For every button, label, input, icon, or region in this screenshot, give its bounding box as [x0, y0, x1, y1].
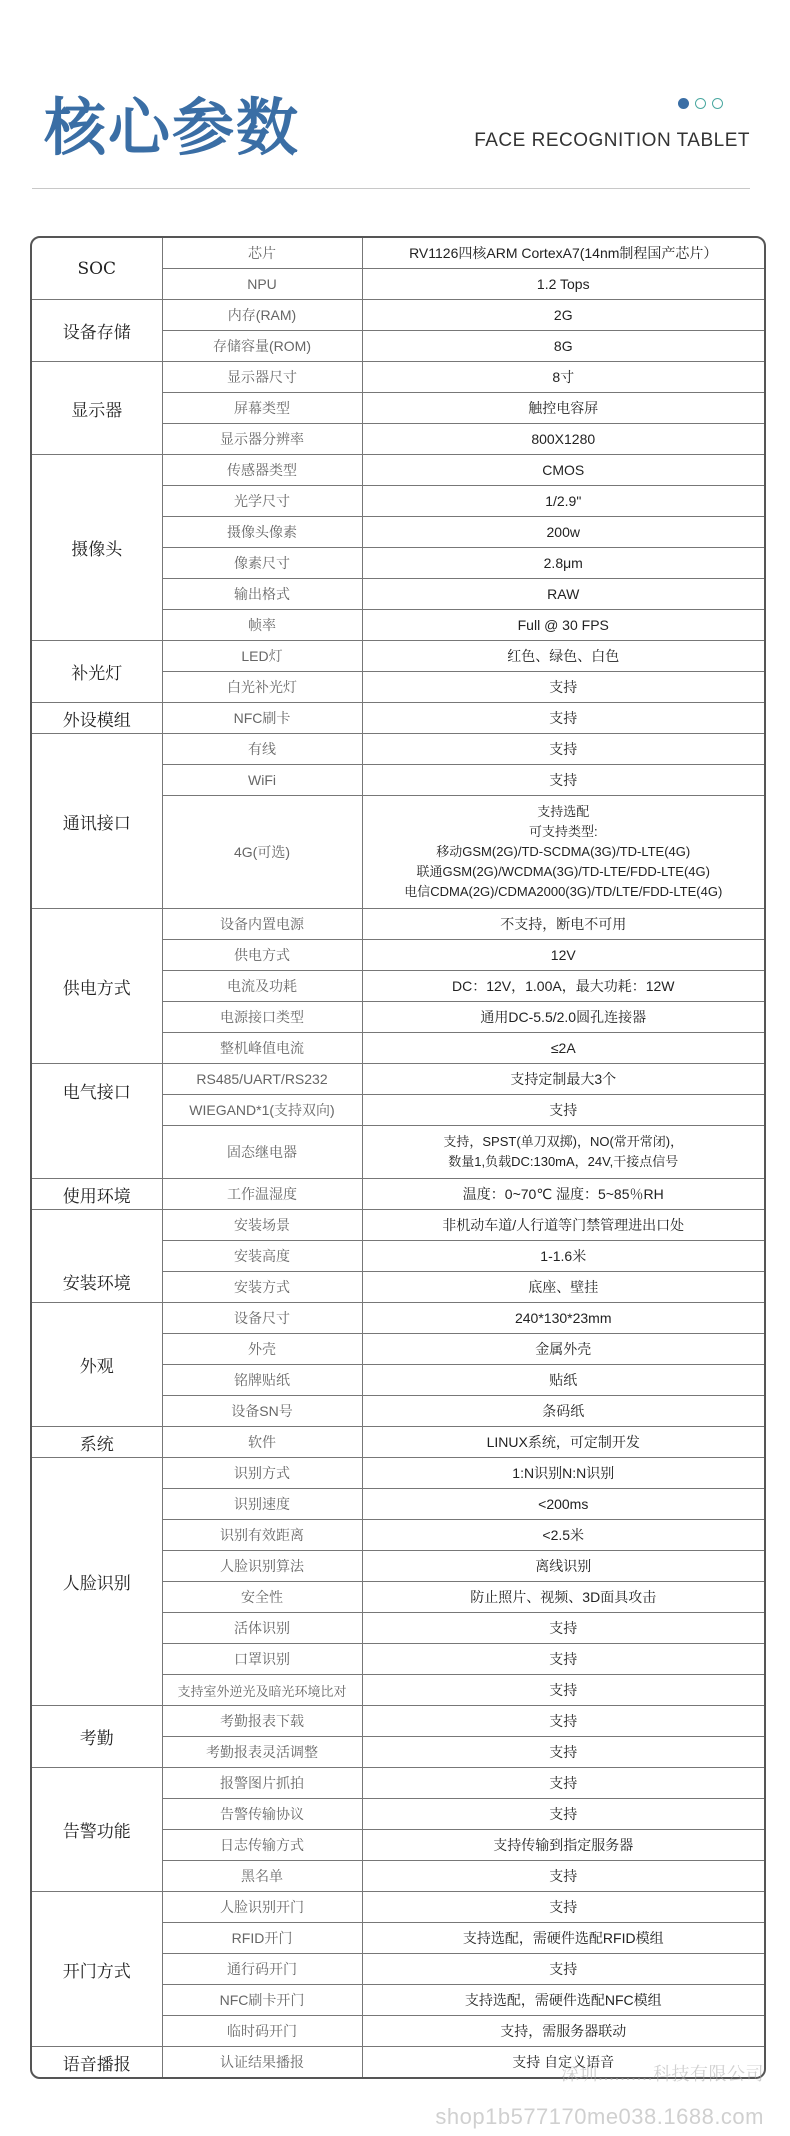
category-comm: 通讯接口	[32, 734, 162, 909]
spec-name: 工作温湿度	[162, 1179, 362, 1210]
spec-name: 输出格式	[162, 579, 362, 610]
spec-value-line: 支持，SPST(单刀双掷)，NO(常开常闭)，	[443, 1134, 684, 1149]
category-appearance: 外观	[32, 1303, 162, 1427]
spec-value: 200w	[362, 517, 764, 548]
spec-value: Full @ 30 FPS	[362, 610, 764, 641]
spec-name: 告警传输协议	[162, 1799, 362, 1830]
spec-value: 1.2 Tops	[362, 269, 764, 300]
category-voice: 语音播报	[32, 2047, 162, 2078]
spec-value-line: 联通GSM(2G)/WCDMA(3G)/TD-LTE/FDD-LTE(4G)	[416, 864, 710, 879]
spec-name: 有线	[162, 734, 362, 765]
table-row	[32, 362, 764, 393]
spec-value: 支持	[362, 734, 764, 765]
spec-name: NFC刷卡	[162, 703, 362, 734]
spec-name: 安装场景	[162, 1210, 362, 1241]
spec-value: 支持，需服务器联动	[362, 2016, 764, 2047]
spec-value: 2.8μm	[362, 548, 764, 579]
spec-value: ≤2A	[362, 1033, 764, 1064]
watermark: shop1b577170me038.1688.com	[435, 2104, 764, 2129]
spec-value: 防止照片、视频、3D面具攻击	[362, 1582, 764, 1613]
table-row	[32, 1768, 764, 1799]
spec-name: 安装高度	[162, 1241, 362, 1272]
spec-value: 240*130*23mm	[362, 1303, 764, 1334]
spec-value: 支持	[362, 672, 764, 703]
spec-name: RS485/UART/RS232	[162, 1064, 362, 1095]
spec-name: 日志传输方式	[162, 1830, 362, 1861]
category-peripheral: 外设模组	[32, 703, 162, 734]
spec-value: 金属外壳	[362, 1334, 764, 1365]
category-face: 人脸识别	[32, 1458, 162, 1706]
decorative-dots	[678, 98, 723, 109]
spec-name: 帧率	[162, 610, 362, 641]
dot-filled-icon	[678, 98, 689, 109]
spec-name: 传感器类型	[162, 455, 362, 486]
category-power: 供电方式	[32, 909, 162, 1064]
table-row	[32, 1458, 764, 1489]
spec-name: 安全性	[162, 1582, 362, 1613]
spec-name: 支持室外逆光及暗光环境比对	[162, 1675, 362, 1706]
spec-name: 设备SN号	[162, 1396, 362, 1427]
spec-value: 1-1.6米	[362, 1241, 764, 1272]
spec-name: WiFi	[162, 765, 362, 796]
table-row	[32, 734, 764, 765]
spec-value: LINUX系统，可定制开发	[362, 1427, 764, 1458]
spec-name: 白光补光灯	[162, 672, 362, 703]
table-row	[32, 1427, 764, 1458]
table-row	[32, 238, 764, 269]
spec-name: LED灯	[162, 641, 362, 672]
spec-name: 识别有效距离	[162, 1520, 362, 1551]
spec-value: RV1126四核ARM CortexA7(14nm制程国产芯片）	[362, 238, 764, 269]
spec-name: 黑名单	[162, 1861, 362, 1892]
spec-value: 支持传输到指定服务器	[362, 1830, 764, 1861]
spec-value: 支持	[362, 1861, 764, 1892]
category-attendance: 考勤	[32, 1706, 162, 1768]
category-electrical: 电气接口	[32, 1064, 162, 1179]
spec-value: 离线识别	[362, 1551, 764, 1582]
spec-value: 支持	[362, 1706, 764, 1737]
spec-value: 支持	[362, 1954, 764, 1985]
category-soc: SOC	[32, 238, 162, 300]
spec-value-multiline	[362, 796, 764, 909]
spec-name: 芯片	[162, 238, 362, 269]
table-row	[32, 1706, 764, 1737]
spec-value: 支持	[362, 1644, 764, 1675]
spec-value: 1/2.9"	[362, 486, 764, 517]
spec-value: <2.5米	[362, 1520, 764, 1551]
dot-hollow-icon	[695, 98, 706, 109]
spec-name: 活体识别	[162, 1613, 362, 1644]
spec-name: 光学尺寸	[162, 486, 362, 517]
table-row	[32, 1210, 764, 1241]
spec-name: WIEGAND*1(支持双向)	[162, 1095, 362, 1126]
spec-value-multiline	[362, 1126, 764, 1179]
page-subtitle: FACE RECOGNITION TABLET	[474, 130, 750, 151]
spec-value: 不支持，断电不可用	[362, 909, 764, 940]
table-row	[32, 909, 764, 940]
spec-value: 支持	[362, 703, 764, 734]
spec-value-line: 移动GSM(2G)/TD-SCDMA(3G)/TD-LTE(4G)	[436, 844, 691, 859]
spec-value: 贴纸	[362, 1365, 764, 1396]
table-row	[32, 641, 764, 672]
category-fill-light: 补光灯	[32, 641, 162, 703]
spec-value: 支持选配，需硬件选配NFC模组	[362, 1985, 764, 2016]
table-row	[32, 1303, 764, 1334]
spec-name: NPU	[162, 269, 362, 300]
table-row	[32, 703, 764, 734]
category-camera: 摄像头	[32, 455, 162, 641]
spec-value: 12V	[362, 940, 764, 971]
spec-value: RAW	[362, 579, 764, 610]
category-alarm: 告警功能	[32, 1768, 162, 1892]
spec-value: 2G	[362, 300, 764, 331]
spec-value: 底座、壁挂	[362, 1272, 764, 1303]
spec-value: 8G	[362, 331, 764, 362]
spec-value: 支持选配，需硬件选配RFID模组	[362, 1923, 764, 1954]
spec-value: DC：12V，1.00A，最大功耗：12W	[362, 971, 764, 1002]
spec-value: 条码纸	[362, 1396, 764, 1427]
spec-name: 人脸识别算法	[162, 1551, 362, 1582]
spec-name: 内存(RAM)	[162, 300, 362, 331]
spec-name: 存储容量(ROM)	[162, 331, 362, 362]
spec-name: 软件	[162, 1427, 362, 1458]
spec-value: 支持	[362, 765, 764, 796]
category-install: 安装环境	[32, 1210, 162, 1303]
spec-value: 支持	[362, 1675, 764, 1706]
spec-value: <200ms	[362, 1489, 764, 1520]
spec-value: 支持	[362, 1799, 764, 1830]
spec-name: 安装方式	[162, 1272, 362, 1303]
spec-name: 电源接口类型	[162, 1002, 362, 1033]
spec-name: 固态继电器	[162, 1126, 362, 1179]
spec-value: CMOS	[362, 455, 764, 486]
spec-value: 触控电容屏	[362, 393, 764, 424]
spec-value: 支持	[362, 1737, 764, 1768]
spec-value: 温度：0~70℃ 湿度：5~85％RH	[362, 1179, 764, 1210]
spec-name: 识别方式	[162, 1458, 362, 1489]
spec-name: 通行码开门	[162, 1954, 362, 1985]
spec-name: 认证结果播报	[162, 2047, 362, 2078]
spec-value: 支持 自定义语音	[362, 2047, 764, 2078]
spec-value: 支持	[362, 1768, 764, 1799]
table-row	[32, 1892, 764, 1923]
spec-value-line: 电信CDMA(2G)/CDMA2000(3G)/TD/LTE/FDD-LTE(4G)	[404, 884, 723, 899]
spec-name: 铭牌贴纸	[162, 1365, 362, 1396]
table-row	[32, 300, 764, 331]
table-row	[32, 455, 764, 486]
spec-name: NFC刷卡开门	[162, 1985, 362, 2016]
spec-name: 摄像头像素	[162, 517, 362, 548]
spec-value: 通用DC-5.5/2.0圆孔连接器	[362, 1002, 764, 1033]
spec-name: 报警图片抓拍	[162, 1768, 362, 1799]
spec-value: 支持	[362, 1095, 764, 1126]
spec-name: 设备尺寸	[162, 1303, 362, 1334]
spec-name: 临时码开门	[162, 2016, 362, 2047]
spec-name: 人脸识别开门	[162, 1892, 362, 1923]
spec-value: 800X1280	[362, 424, 764, 455]
spec-value-line: 支持选配	[537, 804, 590, 819]
table-row	[32, 1064, 764, 1095]
spec-name: 考勤报表下载	[162, 1706, 362, 1737]
spec-name: 整机峰值电流	[162, 1033, 362, 1064]
spec-value: 支持定制最大3个	[362, 1064, 764, 1095]
spec-value-line: 数量1,负载DC:130mA，24V,干接点信号	[448, 1154, 679, 1169]
spec-name: 识别速度	[162, 1489, 362, 1520]
spec-value: 红色、绿色、白色	[362, 641, 764, 672]
spec-table	[30, 236, 766, 2079]
spec-name: 4G(可选)	[162, 796, 362, 909]
category-door: 开门方式	[32, 1892, 162, 2047]
category-display: 显示器	[32, 362, 162, 455]
spec-name: 显示器尺寸	[162, 362, 362, 393]
spec-name: RFID开门	[162, 1923, 362, 1954]
page-title: 核心参数	[44, 91, 301, 164]
spec-name: 像素尺寸	[162, 548, 362, 579]
spec-name: 供电方式	[162, 940, 362, 971]
spec-value: 8寸	[362, 362, 764, 393]
spec-value: 非机动车道/人行道等门禁管理进出口处	[362, 1210, 764, 1241]
spec-name: 屏幕类型	[162, 393, 362, 424]
category-storage: 设备存储	[32, 300, 162, 362]
spec-value: 1:N识别N:N识别	[362, 1458, 764, 1489]
spec-value: 支持	[362, 1613, 764, 1644]
watermark-company: 深圳..........科技有限公司	[560, 2064, 764, 2084]
spec-name: 口罩识别	[162, 1644, 362, 1675]
spec-value: 支持	[362, 1892, 764, 1923]
spec-name: 考勤报表灵活调整	[162, 1737, 362, 1768]
table-row	[32, 1179, 764, 1210]
category-environment: 使用环境	[32, 1179, 162, 1210]
divider	[32, 188, 750, 189]
spec-name: 电流及功耗	[162, 971, 362, 1002]
dot-hollow-icon	[712, 98, 723, 109]
spec-name: 设备内置电源	[162, 909, 362, 940]
spec-name: 外壳	[162, 1334, 362, 1365]
spec-value-line: 可支持类型:	[528, 824, 598, 839]
spec-name: 显示器分辨率	[162, 424, 362, 455]
category-system: 系统	[32, 1427, 162, 1458]
